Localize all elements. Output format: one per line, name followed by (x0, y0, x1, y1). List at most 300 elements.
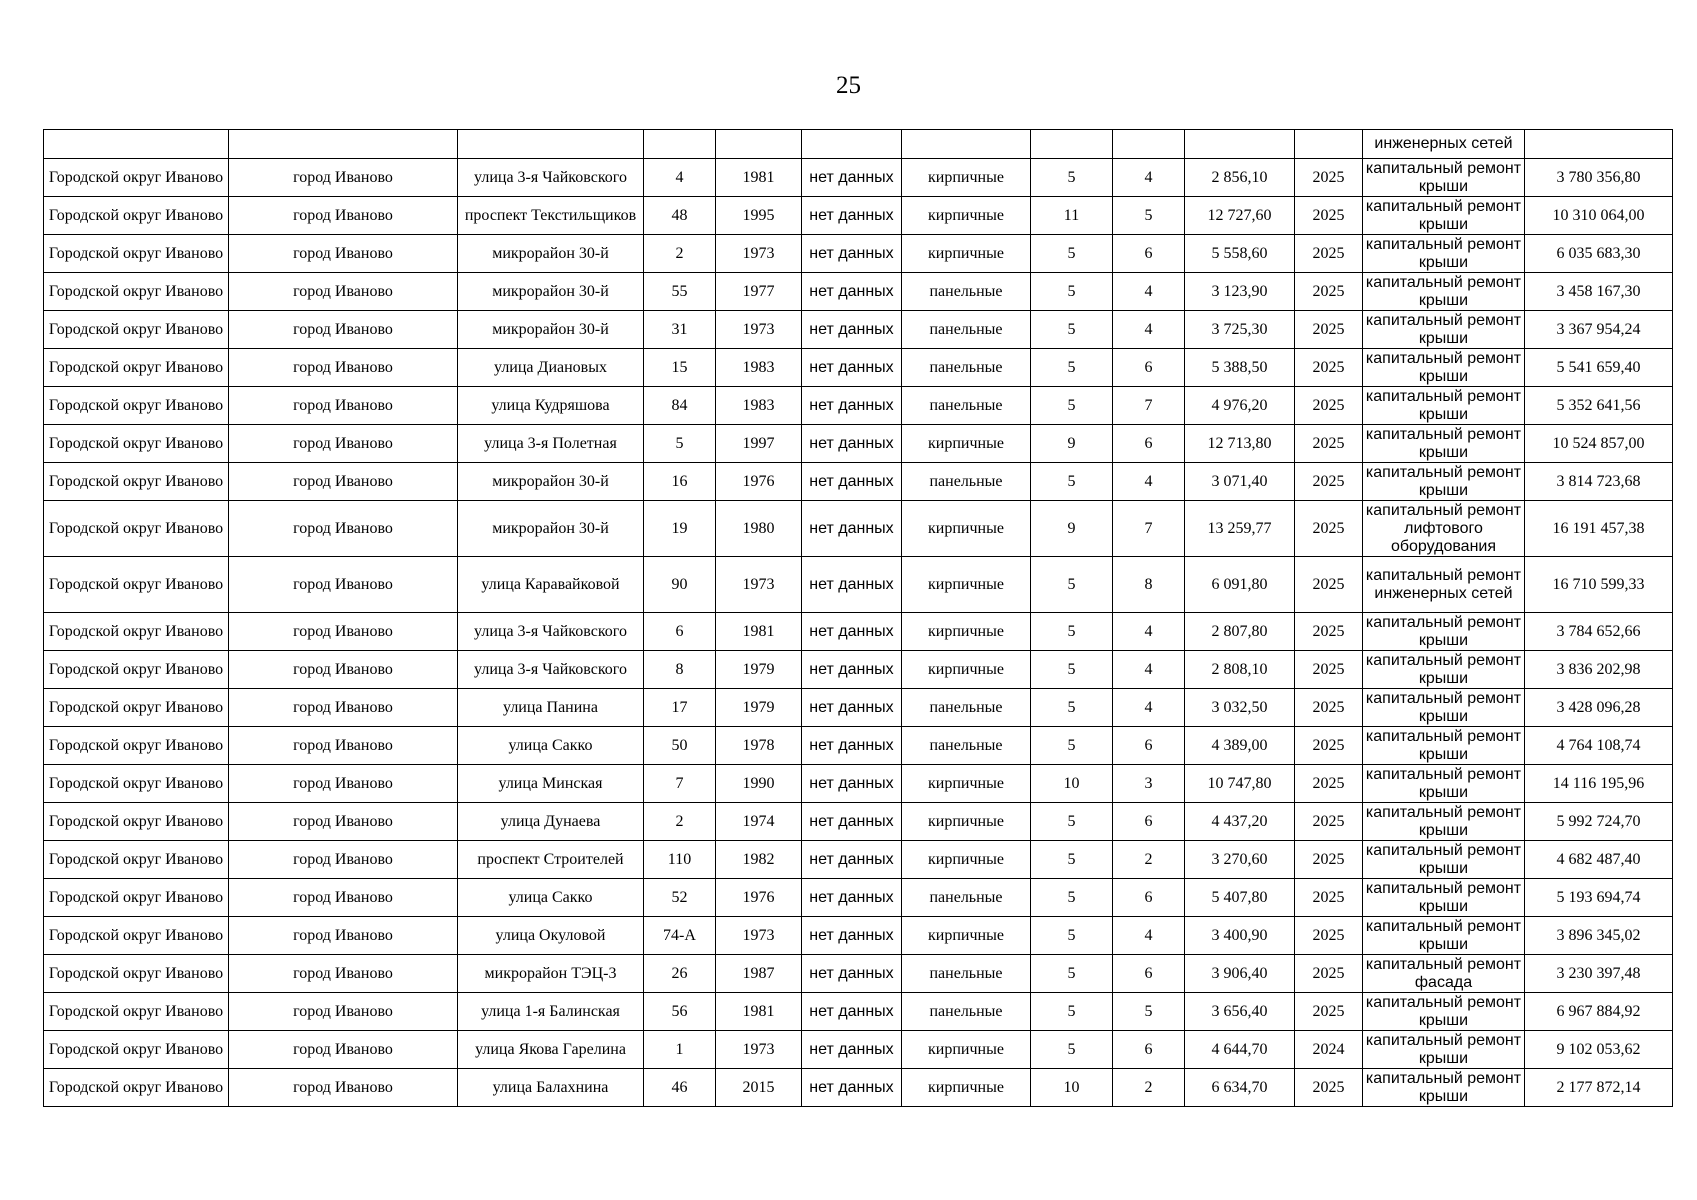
work-type-cell: капитальный ремонт крыши (1363, 689, 1525, 727)
table-row (44, 557, 1673, 613)
house-number-cell: 7 (644, 765, 716, 803)
wall-material-cell: кирпичные (902, 917, 1031, 955)
table-row (44, 349, 1673, 387)
build-year-cell: 1981 (716, 993, 802, 1031)
municipality-cell: Городской округ Иваново (44, 765, 229, 803)
area-cell: 5 388,50 (1185, 349, 1295, 387)
wall-material-cell: кирпичные (902, 235, 1031, 273)
cost-cell: 5 541 659,40 (1525, 349, 1673, 387)
municipality-cell: Городской округ Иваново (44, 1069, 229, 1107)
work-type-cell: капитальный ремонт крыши (1363, 917, 1525, 955)
cost-cell: 3 784 652,66 (1525, 613, 1673, 651)
floors-cell: 5 (1031, 613, 1113, 651)
plan-year-cell: 2025 (1295, 557, 1363, 613)
plan-year-cell: 2025 (1295, 993, 1363, 1031)
plan-year-cell: 2025 (1295, 159, 1363, 197)
street-cell: улица Кудряшова (458, 387, 644, 425)
plan-year-cell: 2025 (1295, 235, 1363, 273)
entrances-cell: 6 (1113, 803, 1185, 841)
status-cell: нет данных (802, 197, 902, 235)
settlement-cell: город Иваново (229, 159, 458, 197)
municipality-cell: Городской округ Иваново (44, 993, 229, 1031)
cost-cell: 6 035 683,30 (1525, 235, 1673, 273)
status-cell: нет данных (802, 159, 902, 197)
work-type-cell: капитальный ремонт инженерных сетей (1363, 557, 1525, 613)
plan-year-cell: 2025 (1295, 349, 1363, 387)
plan-year-cell: 2025 (1295, 463, 1363, 501)
plan-year-cell: 2025 (1295, 613, 1363, 651)
street-cell: улица Балахнина (458, 1069, 644, 1107)
wall-material-cell: кирпичные (902, 425, 1031, 463)
status-cell: нет данных (802, 425, 902, 463)
wall-material-cell: панельные (902, 727, 1031, 765)
status-cell: нет данных (802, 841, 902, 879)
street-cell: улица 3-я Чайковского (458, 613, 644, 651)
municipality-cell: Городской округ Иваново (44, 235, 229, 273)
house-number-cell: 50 (644, 727, 716, 765)
work-type-cell: капитальный ремонт крыши (1363, 197, 1525, 235)
area-cell: 3 725,30 (1185, 311, 1295, 349)
work-type-cell: капитальный ремонт крыши (1363, 651, 1525, 689)
house-number-cell: 110 (644, 841, 716, 879)
settlement-cell: город Иваново (229, 955, 458, 993)
build-year-cell: 1978 (716, 727, 802, 765)
table-cell (802, 130, 902, 159)
settlement-cell: город Иваново (229, 463, 458, 501)
area-cell: 2 807,80 (1185, 613, 1295, 651)
municipality-cell: Городской округ Иваново (44, 311, 229, 349)
municipality-cell: Городской округ Иваново (44, 955, 229, 993)
build-year-cell: 1981 (716, 613, 802, 651)
status-cell: нет данных (802, 689, 902, 727)
area-cell: 2 808,10 (1185, 651, 1295, 689)
table-cell (1031, 130, 1113, 159)
entrances-cell: 6 (1113, 727, 1185, 765)
table-row (44, 613, 1673, 651)
cost-cell: 3 896 345,02 (1525, 917, 1673, 955)
house-number-cell: 55 (644, 273, 716, 311)
wall-material-cell: панельные (902, 879, 1031, 917)
status-cell: нет данных (802, 1069, 902, 1107)
status-cell: нет данных (802, 803, 902, 841)
street-cell: микрорайон 30-й (458, 501, 644, 557)
settlement-cell: город Иваново (229, 425, 458, 463)
house-number-cell: 52 (644, 879, 716, 917)
wall-material-cell: панельные (902, 273, 1031, 311)
build-year-cell: 2015 (716, 1069, 802, 1107)
cost-cell: 3 230 397,48 (1525, 955, 1673, 993)
status-cell: нет данных (802, 349, 902, 387)
build-year-cell: 1990 (716, 765, 802, 803)
municipality-cell: Городской округ Иваново (44, 273, 229, 311)
house-number-cell: 19 (644, 501, 716, 557)
build-year-cell: 1979 (716, 689, 802, 727)
settlement-cell: город Иваново (229, 311, 458, 349)
build-year-cell: 1997 (716, 425, 802, 463)
table-cell (229, 130, 458, 159)
plan-year-cell: 2025 (1295, 727, 1363, 765)
street-cell: улица Минская (458, 765, 644, 803)
work-type-cell: капитальный ремонт крыши (1363, 463, 1525, 501)
status-cell: нет данных (802, 727, 902, 765)
entrances-cell: 7 (1113, 387, 1185, 425)
plan-year-cell: 2025 (1295, 651, 1363, 689)
street-cell: улица Дунаева (458, 803, 644, 841)
area-cell: 5 558,60 (1185, 235, 1295, 273)
build-year-cell: 1983 (716, 387, 802, 425)
work-type-cell: инженерных сетей (1363, 130, 1525, 159)
work-type-cell: капитальный ремонт крыши (1363, 1069, 1525, 1107)
table-row (44, 197, 1673, 235)
area-cell: 5 407,80 (1185, 879, 1295, 917)
cost-cell: 2 177 872,14 (1525, 1069, 1673, 1107)
table-row (44, 235, 1673, 273)
work-type-cell: капитальный ремонт крыши (1363, 765, 1525, 803)
status-cell: нет данных (802, 993, 902, 1031)
municipality-cell: Городской округ Иваново (44, 803, 229, 841)
work-type-cell: капитальный ремонт фасада (1363, 955, 1525, 993)
floors-cell: 10 (1031, 1069, 1113, 1107)
wall-material-cell: кирпичные (902, 841, 1031, 879)
floors-cell: 5 (1031, 803, 1113, 841)
build-year-cell: 1995 (716, 197, 802, 235)
settlement-cell: город Иваново (229, 689, 458, 727)
build-year-cell: 1982 (716, 841, 802, 879)
wall-material-cell: панельные (902, 311, 1031, 349)
street-cell: улица Диановых (458, 349, 644, 387)
entrances-cell: 6 (1113, 879, 1185, 917)
house-number-cell: 26 (644, 955, 716, 993)
area-cell: 12 713,80 (1185, 425, 1295, 463)
settlement-cell: город Иваново (229, 1031, 458, 1069)
wall-material-cell: панельные (902, 955, 1031, 993)
area-cell: 4 976,20 (1185, 387, 1295, 425)
table-row (44, 425, 1673, 463)
work-type-cell: капитальный ремонт крыши (1363, 1031, 1525, 1069)
wall-material-cell: кирпичные (902, 651, 1031, 689)
cost-cell: 3 367 954,24 (1525, 311, 1673, 349)
table-row (44, 273, 1673, 311)
cost-cell: 3 814 723,68 (1525, 463, 1673, 501)
municipality-cell: Городской округ Иваново (44, 613, 229, 651)
area-cell: 3 656,40 (1185, 993, 1295, 1031)
wall-material-cell: кирпичные (902, 803, 1031, 841)
work-type-cell: капитальный ремонт крыши (1363, 159, 1525, 197)
table-cell (1525, 130, 1673, 159)
entrances-cell: 6 (1113, 955, 1185, 993)
wall-material-cell: кирпичные (902, 501, 1031, 557)
table-cell (902, 130, 1031, 159)
plan-year-cell: 2024 (1295, 1031, 1363, 1069)
table-cell (644, 130, 716, 159)
build-year-cell: 1973 (716, 1031, 802, 1069)
settlement-cell: город Иваново (229, 387, 458, 425)
build-year-cell: 1987 (716, 955, 802, 993)
table-cell (458, 130, 644, 159)
floors-cell: 5 (1031, 917, 1113, 955)
cost-cell: 5 193 694,74 (1525, 879, 1673, 917)
municipality-cell: Городской округ Иваново (44, 727, 229, 765)
house-number-cell: 17 (644, 689, 716, 727)
municipality-cell: Городской округ Иваново (44, 1031, 229, 1069)
status-cell: нет данных (802, 613, 902, 651)
cost-cell: 5 352 641,56 (1525, 387, 1673, 425)
housing-repair-table (43, 129, 1673, 1107)
cost-cell: 14 116 195,96 (1525, 765, 1673, 803)
floors-cell: 5 (1031, 993, 1113, 1031)
cost-cell: 3 458 167,30 (1525, 273, 1673, 311)
cost-cell: 16 710 599,33 (1525, 557, 1673, 613)
municipality-cell: Городской округ Иваново (44, 879, 229, 917)
work-type-cell: капитальный ремонт крыши (1363, 425, 1525, 463)
cost-cell: 3 428 096,28 (1525, 689, 1673, 727)
house-number-cell: 16 (644, 463, 716, 501)
cost-cell: 4 764 108,74 (1525, 727, 1673, 765)
work-type-cell: капитальный ремонт крыши (1363, 387, 1525, 425)
house-number-cell: 2 (644, 235, 716, 273)
build-year-cell: 1973 (716, 557, 802, 613)
area-cell: 4 389,00 (1185, 727, 1295, 765)
status-cell: нет данных (802, 501, 902, 557)
floors-cell: 5 (1031, 273, 1113, 311)
table-row (44, 651, 1673, 689)
floors-cell: 5 (1031, 841, 1113, 879)
settlement-cell: город Иваново (229, 765, 458, 803)
wall-material-cell: кирпичные (902, 557, 1031, 613)
status-cell: нет данных (802, 955, 902, 993)
area-cell: 3 123,90 (1185, 273, 1295, 311)
table-row (44, 501, 1673, 557)
entrances-cell: 4 (1113, 159, 1185, 197)
settlement-cell: город Иваново (229, 803, 458, 841)
settlement-cell: город Иваново (229, 273, 458, 311)
entrances-cell: 4 (1113, 613, 1185, 651)
street-cell: улица Каравайковой (458, 557, 644, 613)
floors-cell: 5 (1031, 387, 1113, 425)
floors-cell: 5 (1031, 955, 1113, 993)
build-year-cell: 1977 (716, 273, 802, 311)
house-number-cell: 84 (644, 387, 716, 425)
floors-cell: 5 (1031, 557, 1113, 613)
floors-cell: 10 (1031, 765, 1113, 803)
area-cell: 12 727,60 (1185, 197, 1295, 235)
build-year-cell: 1980 (716, 501, 802, 557)
floors-cell: 5 (1031, 689, 1113, 727)
municipality-cell: Городской округ Иваново (44, 651, 229, 689)
street-cell: улица 3-я Чайковского (458, 159, 644, 197)
plan-year-cell: 2025 (1295, 917, 1363, 955)
floors-cell: 5 (1031, 235, 1113, 273)
entrances-cell: 5 (1113, 197, 1185, 235)
house-number-cell: 4 (644, 159, 716, 197)
status-cell: нет данных (802, 273, 902, 311)
table-row (44, 993, 1673, 1031)
plan-year-cell: 2025 (1295, 311, 1363, 349)
table-cell (44, 130, 229, 159)
plan-year-cell: 2025 (1295, 879, 1363, 917)
work-type-cell: капитальный ремонт крыши (1363, 841, 1525, 879)
table-row (44, 955, 1673, 993)
settlement-cell: город Иваново (229, 993, 458, 1031)
settlement-cell: город Иваново (229, 613, 458, 651)
street-cell: микрорайон 30-й (458, 273, 644, 311)
entrances-cell: 4 (1113, 273, 1185, 311)
wall-material-cell: кирпичные (902, 1031, 1031, 1069)
cost-cell: 9 102 053,62 (1525, 1031, 1673, 1069)
work-type-cell: капитальный ремонт лифтового оборудования (1363, 501, 1525, 557)
house-number-cell: 48 (644, 197, 716, 235)
house-number-cell: 6 (644, 613, 716, 651)
status-cell: нет данных (802, 917, 902, 955)
house-number-cell: 2 (644, 803, 716, 841)
street-cell: проспект Текстильщиков (458, 197, 644, 235)
status-cell: нет данных (802, 387, 902, 425)
entrances-cell: 6 (1113, 235, 1185, 273)
table-row (44, 1069, 1673, 1107)
status-cell: нет данных (802, 651, 902, 689)
table-row (44, 159, 1673, 197)
entrances-cell: 4 (1113, 651, 1185, 689)
entrances-cell: 2 (1113, 841, 1185, 879)
wall-material-cell: кирпичные (902, 1069, 1031, 1107)
continuation-row (44, 130, 1673, 159)
municipality-cell: Городской округ Иваново (44, 689, 229, 727)
entrances-cell: 6 (1113, 425, 1185, 463)
build-year-cell: 1976 (716, 879, 802, 917)
street-cell: проспект Строителей (458, 841, 644, 879)
table-cell (1295, 130, 1363, 159)
floors-cell: 11 (1031, 197, 1113, 235)
floors-cell: 5 (1031, 727, 1113, 765)
plan-year-cell: 2025 (1295, 689, 1363, 727)
cost-cell: 6 967 884,92 (1525, 993, 1673, 1031)
plan-year-cell: 2025 (1295, 955, 1363, 993)
build-year-cell: 1973 (716, 311, 802, 349)
house-number-cell: 5 (644, 425, 716, 463)
floors-cell: 5 (1031, 651, 1113, 689)
table-row (44, 463, 1673, 501)
entrances-cell: 4 (1113, 689, 1185, 727)
plan-year-cell: 2025 (1295, 425, 1363, 463)
entrances-cell: 4 (1113, 311, 1185, 349)
floors-cell: 5 (1031, 311, 1113, 349)
status-cell: нет данных (802, 311, 902, 349)
settlement-cell: город Иваново (229, 501, 458, 557)
settlement-cell: город Иваново (229, 917, 458, 955)
street-cell: микрорайон ТЭЦ-3 (458, 955, 644, 993)
table-row (44, 803, 1673, 841)
entrances-cell: 4 (1113, 463, 1185, 501)
status-cell: нет данных (802, 235, 902, 273)
street-cell: улица 1-я Балинская (458, 993, 644, 1031)
floors-cell: 5 (1031, 159, 1113, 197)
street-cell: улица Окуловой (458, 917, 644, 955)
street-cell: микрорайон 30-й (458, 235, 644, 273)
work-type-cell: капитальный ремонт крыши (1363, 727, 1525, 765)
table-row (44, 1031, 1673, 1069)
entrances-cell: 8 (1113, 557, 1185, 613)
table-row (44, 841, 1673, 879)
house-number-cell: 8 (644, 651, 716, 689)
area-cell: 3 071,40 (1185, 463, 1295, 501)
wall-material-cell: панельные (902, 387, 1031, 425)
wall-material-cell: панельные (902, 689, 1031, 727)
build-year-cell: 1976 (716, 463, 802, 501)
street-cell: улица Якова Гарелина (458, 1031, 644, 1069)
area-cell: 10 747,80 (1185, 765, 1295, 803)
wall-material-cell: кирпичные (902, 197, 1031, 235)
plan-year-cell: 2025 (1295, 1069, 1363, 1107)
municipality-cell: Городской округ Иваново (44, 387, 229, 425)
entrances-cell: 2 (1113, 1069, 1185, 1107)
entrances-cell: 6 (1113, 1031, 1185, 1069)
settlement-cell: город Иваново (229, 879, 458, 917)
house-number-cell: 56 (644, 993, 716, 1031)
house-number-cell: 1 (644, 1031, 716, 1069)
settlement-cell: город Иваново (229, 727, 458, 765)
cost-cell: 5 992 724,70 (1525, 803, 1673, 841)
table-row (44, 765, 1673, 803)
entrances-cell: 4 (1113, 917, 1185, 955)
house-number-cell: 15 (644, 349, 716, 387)
cost-cell: 4 682 487,40 (1525, 841, 1673, 879)
work-type-cell: капитальный ремонт крыши (1363, 311, 1525, 349)
work-type-cell: капитальный ремонт крыши (1363, 273, 1525, 311)
table-cell (716, 130, 802, 159)
build-year-cell: 1973 (716, 917, 802, 955)
build-year-cell: 1974 (716, 803, 802, 841)
entrances-cell: 3 (1113, 765, 1185, 803)
work-type-cell: капитальный ремонт крыши (1363, 993, 1525, 1031)
work-type-cell: капитальный ремонт крыши (1363, 349, 1525, 387)
status-cell: нет данных (802, 557, 902, 613)
build-year-cell: 1979 (716, 651, 802, 689)
settlement-cell: город Иваново (229, 557, 458, 613)
wall-material-cell: кирпичные (902, 613, 1031, 651)
street-cell: улица 3-я Чайковского (458, 651, 644, 689)
plan-year-cell: 2025 (1295, 273, 1363, 311)
area-cell: 6 091,80 (1185, 557, 1295, 613)
area-cell: 6 634,70 (1185, 1069, 1295, 1107)
municipality-cell: Городской округ Иваново (44, 917, 229, 955)
street-cell: микрорайон 30-й (458, 311, 644, 349)
area-cell: 4 437,20 (1185, 803, 1295, 841)
work-type-cell: капитальный ремонт крыши (1363, 879, 1525, 917)
house-number-cell: 90 (644, 557, 716, 613)
entrances-cell: 7 (1113, 501, 1185, 557)
settlement-cell: город Иваново (229, 651, 458, 689)
settlement-cell: город Иваново (229, 235, 458, 273)
table-body (44, 130, 1673, 1107)
municipality-cell: Городской округ Иваново (44, 841, 229, 879)
house-number-cell: 46 (644, 1069, 716, 1107)
street-cell: улица Сакко (458, 879, 644, 917)
table-cell (1113, 130, 1185, 159)
municipality-cell: Городской округ Иваново (44, 463, 229, 501)
floors-cell: 5 (1031, 349, 1113, 387)
table-row (44, 387, 1673, 425)
plan-year-cell: 2025 (1295, 501, 1363, 557)
municipality-cell: Городской округ Иваново (44, 425, 229, 463)
status-cell: нет данных (802, 1031, 902, 1069)
plan-year-cell: 2025 (1295, 765, 1363, 803)
wall-material-cell: кирпичные (902, 765, 1031, 803)
area-cell: 3 906,40 (1185, 955, 1295, 993)
area-cell: 4 644,70 (1185, 1031, 1295, 1069)
table-row (44, 689, 1673, 727)
house-number-cell: 31 (644, 311, 716, 349)
cost-cell: 3 780 356,80 (1525, 159, 1673, 197)
